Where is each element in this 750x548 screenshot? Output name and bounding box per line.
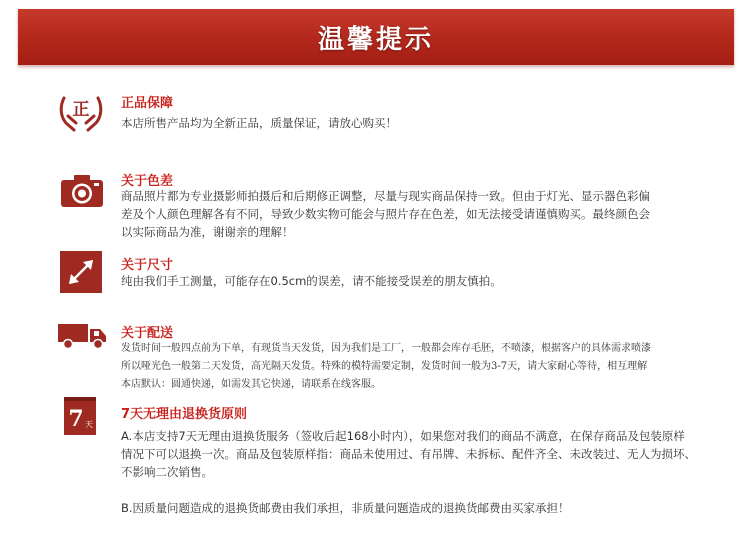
section-body-delivery: 发货时间一般四点前为下单，有现货当天发货，因为我们是工厂，一般都会库存毛胚，不喷漆，根据客户的具体需求喷漆 所以哑光色一般第二天发货，高光隔天发货。特殊的模特需要定制，发货时间一般为3-7天，请大家耐心等待，相互理解 本店默认：圆通快递，如需发其它快递，请联系在线客服。	[121, 343, 651, 390]
section-body-genuine: 本店所售产品均为全新正品，质量保证，请放心购买！	[121, 116, 397, 130]
resize-arrow-icon	[60, 251, 102, 293]
section-title-size: 关于尺寸	[121, 258, 174, 273]
section-body-size: 纯由我们手工测量，可能存在0.5cm的误差，请不能接受误差的朋友慎拍。	[121, 274, 502, 288]
header-banner	[18, 9, 734, 65]
truck-icon	[58, 322, 108, 350]
camera-icon	[60, 174, 104, 208]
section-body-return: A.本店支持7天无理由退换货服务（签收后起168小时内），如果您对我们的商品不满意，在保存商品及包装原样 情况下可以退换一次。商品及包装原样指：商品未使用过、有吊牌、未拆标、配件齐全、未改装过、无人为损坏、 不影响二次销售。 B.因质量问题造成的退换货邮费由我们承担，非质量问题造成的退换货邮费由买家承担！	[121, 429, 696, 515]
day-char: 天	[85, 420, 93, 429]
section-body-color: 商品照片都为专业摄影师拍摄后和后期修正调整，尽量与现实商品保持一致。但由于灯光、显示器色彩偏 差及个人颜色理解各有不同，导致少数实物可能会与照片存在色差，如无法接受请谨慎购买。最终颜色会 以实际商品为准，谢谢亲的理解！	[121, 189, 650, 239]
hands-genuine-icon	[58, 92, 104, 136]
section-title-return: 7天无理由退换货原则	[121, 407, 248, 422]
seven-char: 7	[68, 406, 84, 432]
section-title-delivery: 关于配送	[121, 326, 174, 341]
section-title-genuine: 正品保障	[121, 96, 174, 111]
page-title: 温馨提示	[317, 25, 434, 55]
genuine-char: 正	[72, 100, 90, 120]
seven-days-calendar-icon	[64, 397, 96, 435]
section-title-color: 关于色差	[121, 174, 174, 189]
